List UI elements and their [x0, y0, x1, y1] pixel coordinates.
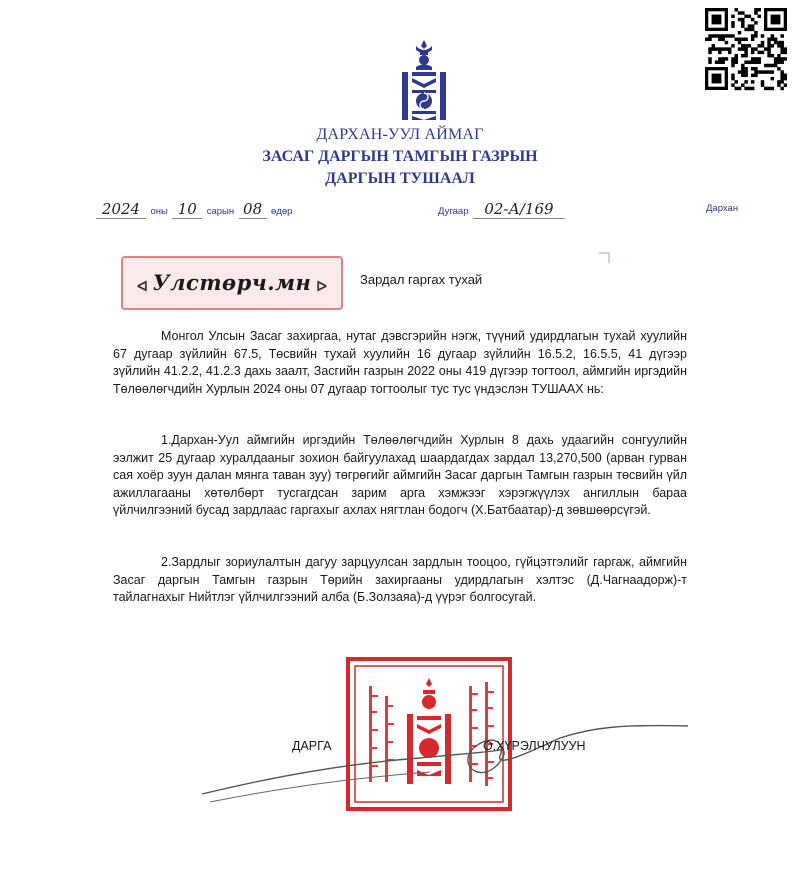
watermark-logo: [121, 256, 343, 310]
date-day-suffix: өдөр: [271, 206, 293, 217]
document-number: 02-А/169: [473, 200, 565, 219]
document-type: ДАРГЫН ТУШААЛ: [325, 170, 475, 187]
signatory-name: О.ХҮРЭЛЧУЛУУН: [483, 739, 586, 753]
qr-code[interactable]: [705, 8, 787, 100]
date-line: [96, 200, 292, 219]
org-name-line1: ДАРХАН-УУЛ АЙМАГ: [316, 126, 484, 143]
watermark-right-mark: ᐅ: [316, 278, 327, 294]
state-emblem-icon: [394, 38, 454, 122]
clause-2-paragraph: [113, 554, 687, 607]
watermark-text: Улстөрч.мн: [152, 270, 312, 295]
watermark-left-mark: ᐊ: [137, 278, 148, 294]
date-month-suffix: сарын: [206, 206, 235, 217]
clause-1-paragraph: [113, 432, 687, 520]
number-label: Дугаар: [438, 206, 469, 217]
preamble-paragraph: [113, 328, 687, 398]
clause-1-text: 1.Дархан-Уул аймгийн иргэдийн Төлөөлөгчдийн Хурлын 8 дахь удаагийн сонгуулийн ээлжит 25 дугаар хуралдааныг зохион байгуулахад шаардагдах зардал 13,270,500 (арван гурван сая хоёр зуун далан мянга таван зуу) төгрөгийг аймгийн Засаг даргын Тамгын газрын төсвийн үйл ажиллагааны хөтөлбөрт тусгагдсан зарим арга хэмжээг хэрэгжүүлэх ангиллын бараа үйлчилгээний бусад зардлаас гаргахыг ахлах нягтлан бодогч (Х.Батбаатар)-д зөвшөөрсүгэй.: [113, 433, 687, 517]
date-day: 08: [239, 200, 267, 219]
date-year: 2024: [96, 200, 146, 219]
preamble-text: Монгол Улсын Засаг захиргаа, нутаг дэвсгэрийн нэгж, түүний удирдлагын тухай хуулийн 67 дугаар зүйлийн 67.5, Төсвийн тухай хуулийн 16 дугаар зүйлийн 16.5.2, 16.5.5, 41 дүгээр зүйлийн 41.2.2, 41.2.3 дахь заалт, Засгийн газрын 2022 оны 419 дүгээр тогтоол, аймгийн иргэдийн Төлөөлөгчдийн Хурлын 2024 оны 07 дугаар тогтоолыг тус тус үндэслэн ТУШААХ нь:: [113, 329, 687, 396]
corner-mark-icon: [598, 252, 610, 264]
date-month: 10: [172, 200, 202, 219]
handwritten-signature: [200, 722, 700, 812]
date-year-suffix: оны: [150, 206, 168, 217]
document-subject: Зардал гаргах тухай: [360, 272, 483, 287]
signatory-title: ДАРГА: [292, 739, 332, 753]
clause-2-text: 2.Зардлыг зориулалтын дагуу зарцуулсан зардлын тооцоо, гүйцэтгэлийг гаргаж, аймгийн Засаг даргын Тамгын газрын Төрийн захиргааны удирдлагын хэлтэс (Д.Чагнаадорж)-т тайлагнахыг Нийтлэг үйлчилгээний алба (Б.Золзаяа)-д үүрэг болгосугай.: [113, 555, 687, 604]
org-name-line2: ЗАСАГ ДАРГЫН ТАМГЫН ГАЗРЫН: [262, 148, 538, 165]
document-place: Дархан: [706, 203, 739, 214]
document-number-line: [438, 200, 565, 219]
